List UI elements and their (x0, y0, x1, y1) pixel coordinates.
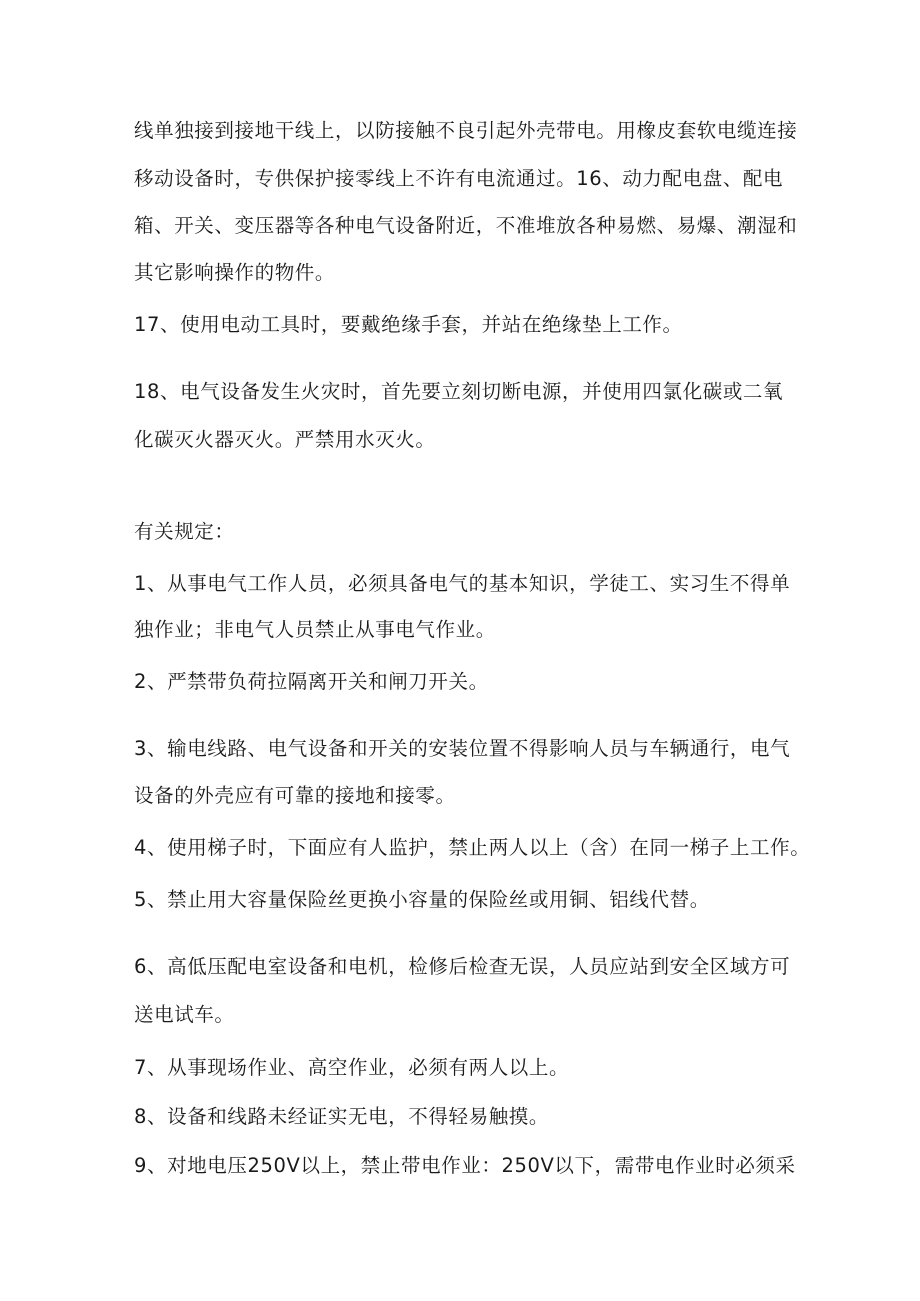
text-line: 8、设备和线路未经证实无电，不得轻易触摸。 (134, 1105, 550, 1128)
text-line: 独作业；非电气人员禁止从事电气作业。 (134, 618, 496, 641)
text-line: 6、高低压配电室设备和电机，检修后检查无误，人员应站到安全区域方可 (134, 955, 791, 978)
text-line: 送电试车。 (134, 1003, 235, 1026)
text-line: 线单独接到接地干线上，以防接触不良引起外壳带电。用橡皮套软电缆连接 (134, 119, 798, 142)
text-line: 4、使用梯子时，下面应有人监护，禁止两人以上（含）在同一梯子上工作。 (134, 836, 811, 859)
text-line: 箱、开关、变压器等各种电气设备附近，不准堆放各种易燃、易爆、潮湿和 (134, 214, 798, 237)
text-line: 其它影响操作的物件。 (134, 261, 336, 284)
text-line: 移动设备时，专供保护接零线上不许有电流通过。16、动力配电盘、配电 (134, 167, 784, 190)
text-line: 7、从事现场作业、高空作业，必须有两人以上。 (134, 1056, 570, 1079)
section-heading: 有关规定： (134, 520, 235, 543)
text-line: 17、使用电动工具时，要戴绝缘手套，并站在绝缘垫上工作。 (134, 313, 683, 336)
text-line: 18、电气设备发生火灾时，首先要立刻切断电源，并使用四氯化碳或二氧 (134, 380, 784, 403)
text-line: 2、严禁带负荷拉隔离开关和闸刀开关。 (134, 670, 489, 693)
text-line: 9、对地电压250V以上，禁止带电作业：250V以下，需带电作业时必须采 (134, 1154, 796, 1177)
text-line: 1、从事电气工作人员，必须具备电气的基本知识，学徒工、实习生不得单 (134, 572, 791, 595)
text-line: 化碳灭火器灭火。严禁用水灭火。 (134, 428, 436, 451)
text-line: 3、输电线路、电气设备和开关的安装位置不得影响人员与车辆通行，电气 (134, 737, 791, 760)
text-line: 设备的外壳应有可靠的接地和接零。 (134, 784, 456, 807)
text-line: 5、禁止用大容量保险丝更换小容量的保险丝或用铜、铝线代替。 (134, 888, 710, 911)
